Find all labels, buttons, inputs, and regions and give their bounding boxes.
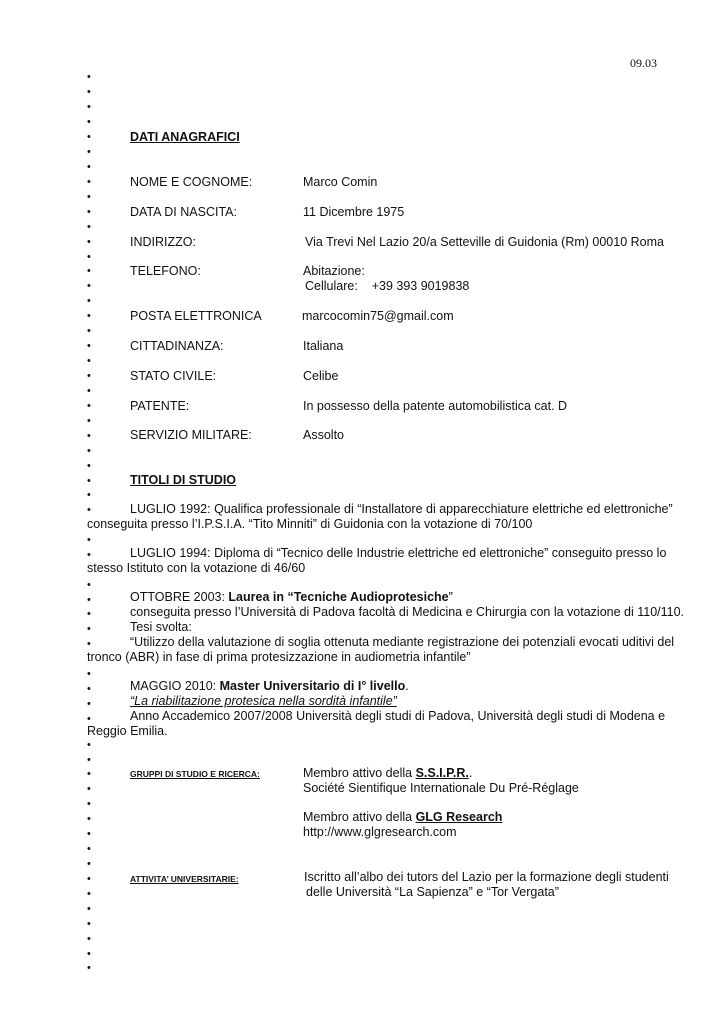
bullet: • — [87, 206, 91, 218]
anno-accademico: Anno Accademico 2007/2008 Università degli studi di Padova, Università degli studi di Modena e Reggio Emilia. — [87, 709, 666, 738]
value-telefono-cellulare: Cellulare: +39 393 9019838 — [305, 279, 470, 293]
bullet: • — [87, 933, 91, 945]
page-number: 09.03 — [630, 56, 657, 70]
value-nome: Marco Comin — [303, 175, 378, 189]
value-servizio-militare: Assolto — [303, 428, 344, 442]
bullet: • — [87, 594, 91, 606]
bullet: • — [87, 221, 91, 233]
master-title: “La riabilitazione protesica nella sordità infantile” — [130, 694, 397, 708]
value-indirizzo: Via Trevi Nel Lazio 20/a Setteville di Guidonia (Rm) 00010 Roma — [305, 235, 664, 249]
bullet: • — [87, 340, 91, 352]
titolo-maggio-2010 — [130, 679, 409, 694]
bullet: • — [87, 549, 91, 561]
titolo-ottobre-2003 — [130, 590, 453, 605]
value-stato-civile: Celibe — [303, 369, 339, 383]
membro-glg-prefix: Membro attivo della — [303, 810, 416, 824]
value-cittadinanza: Italiana — [303, 339, 344, 353]
bullet: • — [87, 71, 91, 83]
bullet: • — [87, 534, 91, 546]
bullet: • — [87, 415, 91, 427]
titolo-luglio-1994: LUGLIO 1994: Diploma di “Tecnico delle Industrie elettriche ed elettroniche” conseguito presso lo stesso Istituto con la votazione di 46/60 — [87, 546, 667, 575]
bullet: • — [87, 962, 91, 974]
bullet: • — [87, 176, 91, 188]
ottobre-2003-universita: conseguita presso l’Università di Padova facoltà di Medicina e Chirurgia con la votazione di 110/110. — [130, 605, 685, 619]
value-data-nascita: 11 Dicembre 1975 — [303, 205, 405, 219]
bullet: • — [87, 400, 91, 412]
label-patente: PATENTE: — [130, 399, 190, 413]
maggio-2010-master: Master Universitario di I° livello — [219, 679, 406, 693]
membro-glg — [303, 810, 502, 825]
membro-ssipr — [303, 766, 472, 781]
bullet: • — [87, 918, 91, 930]
bullet: • — [87, 475, 91, 487]
bullet: • — [87, 370, 91, 382]
bullet: • — [87, 858, 91, 870]
ottobre-2003-laurea: Laurea in “Tecniche Audioprotesiche — [228, 590, 449, 604]
bullet: • — [87, 489, 91, 501]
bullet: • — [87, 146, 91, 158]
bullet: • — [87, 430, 91, 442]
bullet: • — [87, 668, 91, 680]
bullet: • — [87, 739, 91, 751]
bullet: • — [87, 608, 91, 620]
bullet: • — [87, 86, 91, 98]
bullet: • — [87, 843, 91, 855]
bullet: • — [87, 698, 91, 710]
bullet: • — [87, 623, 91, 635]
membro-glg-org: GLG Research — [415, 810, 503, 824]
membro-ssipr-org: S.S.I.P.R. — [415, 766, 469, 780]
bullet: • — [87, 873, 91, 885]
bullet: • — [87, 251, 91, 263]
label-nome: NOME E COGNOME: — [130, 175, 253, 189]
membro-ssipr-suffix: . — [468, 766, 473, 780]
tesi-title: “Utilizzo della valutazione di soglia ottenuta mediante registrazione dei potenziali evocati uditivi del tronco (ABR) in fase di prima protesizzazione in audiometria infantile” — [87, 635, 675, 664]
bullet: • — [87, 754, 91, 766]
section-title-gruppi: GRUPPI DI STUDIO E RICERCA: — [130, 769, 260, 779]
bullet: • — [87, 783, 91, 795]
membro-ssipr-fullname: Société Sientifique Internationale Du Pré-Réglage — [303, 781, 579, 795]
bullet: • — [87, 131, 91, 143]
value-telefono-abitazione: Abitazione: — [303, 264, 365, 278]
glg-url: http://www.glgresearch.com — [303, 825, 457, 839]
label-email: POSTA ELETTRONICA — [130, 309, 262, 323]
bullet: • — [87, 280, 91, 292]
bullet: • — [87, 683, 91, 695]
bullet: • — [87, 161, 91, 173]
bullet: • — [87, 265, 91, 277]
bullet: • — [87, 325, 91, 337]
bullet: • — [87, 191, 91, 203]
bullet: • — [87, 768, 91, 780]
label-servizio-militare: SERVIZIO MILITARE: — [130, 428, 252, 442]
label-telefono: TELEFONO: — [130, 264, 201, 278]
ottobre-2003-suffix: ” — [448, 590, 453, 604]
bullet: • — [87, 310, 91, 322]
label-indirizzo: INDIRIZZO: — [130, 235, 196, 249]
bullet: • — [87, 355, 91, 367]
label-stato-civile: STATO CIVILE: — [130, 369, 217, 383]
bullet: • — [87, 385, 91, 397]
attivita-line-1: Iscritto all’albo dei tutors del Lazio per la formazione degli studenti — [304, 870, 669, 884]
section-title-attivita: ATTIVITA’ UNIVERSITARIE: — [130, 874, 239, 884]
ottobre-2003-prefix: OTTOBRE 2003: — [130, 590, 229, 604]
section-title-titoli-studio: TITOLI DI STUDIO — [130, 473, 237, 487]
value-email: marcocomin75@gmail.com — [302, 309, 454, 323]
bullet: • — [87, 948, 91, 960]
label-data-nascita: DATA DI NASCITA: — [130, 205, 237, 219]
membro-ssipr-prefix: Membro attivo della — [303, 766, 416, 780]
label-cittadinanza: CITTADINANZA: — [130, 339, 224, 353]
bullet: • — [87, 713, 91, 725]
bullet: • — [87, 579, 91, 591]
maggio-2010-suffix: . — [405, 679, 409, 693]
value-patente: In possesso della patente automobilistica cat. D — [303, 399, 568, 413]
bullet: • — [87, 101, 91, 113]
bullet: • — [87, 888, 91, 900]
bullet: • — [87, 236, 91, 248]
bullet: • — [87, 504, 91, 516]
attivita-line-2: delle Università “La Sapienza” e “Tor Vergata” — [306, 885, 559, 899]
bullet: • — [87, 460, 91, 472]
bullet: • — [87, 638, 91, 650]
section-title-dati-anagrafici: DATI ANAGRAFICI — [130, 130, 240, 144]
bullet: • — [87, 798, 91, 810]
tesi-label: Tesi svolta: — [130, 620, 192, 634]
bullet: • — [87, 116, 91, 128]
bullet: • — [87, 813, 91, 825]
bullet: • — [87, 445, 91, 457]
bullet: • — [87, 903, 91, 915]
titolo-luglio-1992: LUGLIO 1992: Qualifica professionale di “Installatore di apparecchiature elettriche ed elettroniche” conseguita presso l’I.P.S.I.A. “Tito Minniti” di Guidonia con la votazione di 70/100 — [87, 502, 673, 531]
bullet: • — [87, 295, 91, 307]
bullet: • — [87, 828, 91, 840]
maggio-2010-prefix: MAGGIO 2010: — [130, 679, 220, 693]
